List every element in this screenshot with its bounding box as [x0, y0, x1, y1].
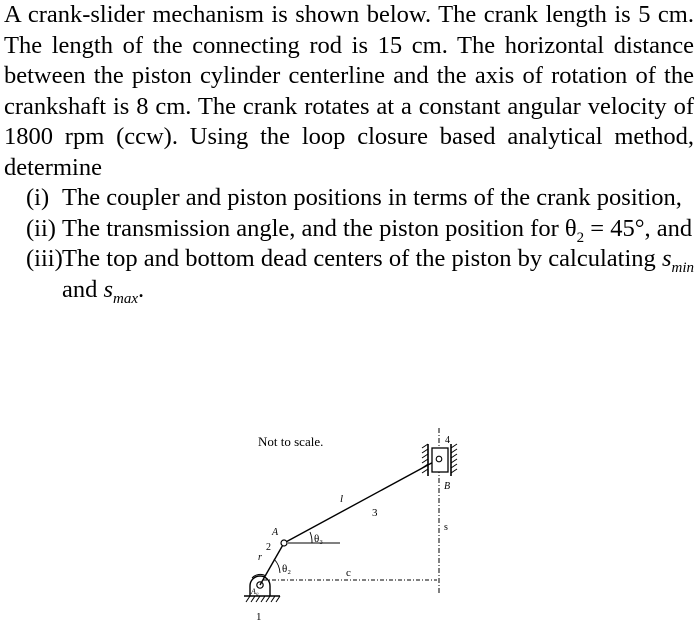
- label-link3: 3: [372, 507, 378, 519]
- question-item-iii: [4, 244, 694, 305]
- label-rod-l: l: [340, 493, 344, 505]
- mechanism-diagram: [230, 418, 480, 624]
- s-min-subscript: min: [671, 259, 695, 276]
- label-link4: 4: [445, 435, 450, 446]
- theta-symbol: θ: [564, 214, 577, 242]
- label-slider-s: s: [444, 522, 448, 533]
- item-number: (i): [26, 184, 50, 211]
- item-end: .: [138, 275, 145, 303]
- figure-caption: Not to scale.: [258, 434, 324, 449]
- label-point-a: A: [272, 527, 279, 538]
- question-item-ii: [4, 214, 694, 245]
- angle-value: = 45°,: [590, 214, 651, 242]
- and-word: and: [62, 275, 98, 303]
- crank-slider-figure: [230, 418, 480, 624]
- coupler-link: [284, 459, 439, 543]
- s-min-symbol: s: [661, 245, 672, 272]
- label-link2: 2: [266, 542, 271, 553]
- ground-pivot: [244, 574, 280, 602]
- item-text: The transmission angle, and the piston position for: [62, 214, 559, 242]
- question-item-i: [4, 183, 694, 214]
- joint-b: [436, 456, 442, 462]
- label-point-a0: A₀: [251, 587, 259, 596]
- item-text: The top and bottom dead centers of the piston by calculating: [62, 245, 656, 272]
- theta-subscript: 2: [576, 229, 585, 246]
- crank-link: [260, 543, 284, 585]
- s-max-subscript: max: [113, 290, 139, 307]
- label-crank-r: r: [258, 552, 262, 563]
- theta2-arc: [274, 559, 280, 573]
- item-number: (iii): [26, 245, 63, 272]
- item-number: (ii): [26, 214, 56, 242]
- problem-statement: [4, 0, 694, 305]
- label-offset-c: c: [346, 567, 351, 579]
- item-text-end: and: [656, 214, 693, 242]
- label-link1: 1: [256, 611, 262, 623]
- theta3-arc: [310, 532, 312, 543]
- joint-a: [281, 540, 287, 546]
- label-point-b: B: [444, 481, 451, 492]
- item-text: The coupler and piston positions in terms of the crank position,: [62, 184, 682, 211]
- s-max-symbol: s: [103, 275, 114, 303]
- label-theta2: θ₂: [282, 563, 292, 575]
- problem-intro: A crank-slider mechanism is shown below. The crank length is 5 cm. The length of the connecting rod is 15 cm. The horizontal distance between the piston cylinder centerline and the axis of rotation of the crankshaft is 8 cm. The crank rotates at a constant angular velocity of 1800 rpm (ccw). Using the loop closure based analytical method, determine: [4, 1, 694, 181]
- label-theta3: θ₃: [314, 533, 324, 545]
